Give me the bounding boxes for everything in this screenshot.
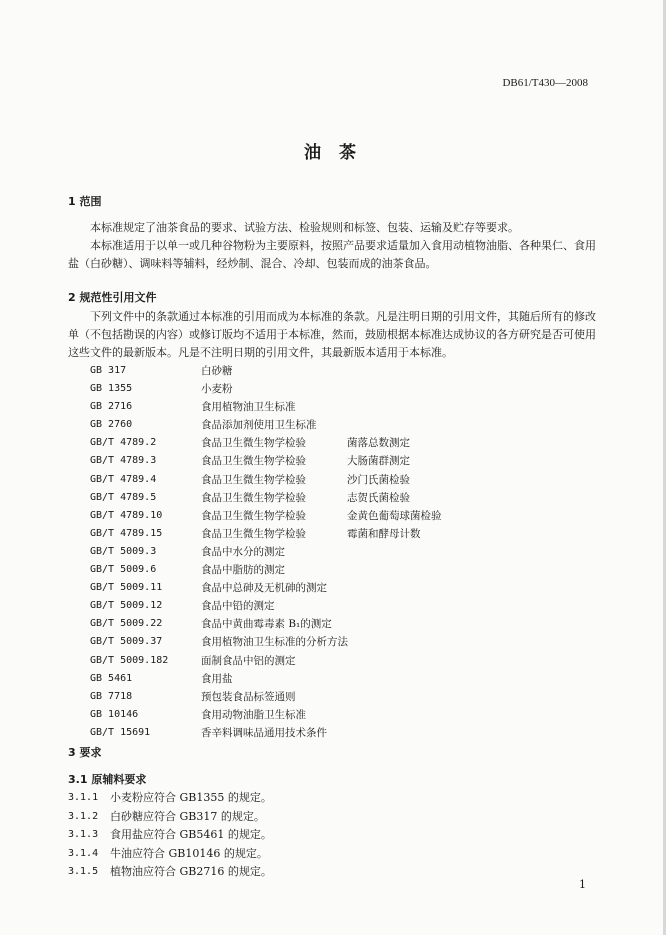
- reference-code: GB/T 4789.2: [90, 437, 157, 449]
- reference-code: GB/T 4789.5: [90, 491, 157, 503]
- section-1-heading: 1 范围: [68, 195, 102, 208]
- reference-code: GB/T 5009.12: [90, 600, 163, 612]
- reference-title: 食品卫生微生物学检验: [201, 491, 306, 504]
- paragraph: 本标准适用于以单一或几种谷物粉为主要原料，按照产品要求适量加入食用动植物油脂、各种果仁、食用盐（白砂糖）、调味料等辅料，经炒制、混合、冷却、包装而成的油茶食品。: [68, 239, 596, 270]
- reference-subtitle: 沙门氏菌检验: [347, 473, 410, 486]
- page-title: 油 茶: [304, 143, 362, 163]
- reference-row: [90, 525, 442, 543]
- reference-row: [90, 561, 442, 579]
- reference-code: GB/T 5009.11: [90, 582, 163, 594]
- requirement-item: [68, 826, 272, 845]
- reference-title: 食品卫生微生物学检验: [201, 527, 306, 540]
- reference-subtitle: 志贺氏菌检验: [347, 491, 410, 504]
- requirement-text: 白砂糖应符合 GB317 的规定。: [110, 809, 265, 823]
- section-3-1-heading: 3.1 原辅料要求: [68, 773, 147, 786]
- reference-row: [90, 579, 442, 597]
- reference-title: 食用动物油脂卫生标准: [201, 708, 306, 721]
- requirement-number: 3.1.3: [68, 829, 99, 841]
- reference-row: [90, 633, 442, 651]
- requirement-number: 3.1.1: [68, 792, 99, 803]
- requirement-number: 3.1.4: [68, 847, 99, 859]
- reference-code: GB/T 4789.10: [90, 509, 163, 521]
- reference-title: 食用盐: [201, 672, 233, 685]
- reference-row: [90, 724, 442, 742]
- section-2-body: [68, 308, 598, 362]
- reference-title: 食用植物油卫生标准的分析方法: [201, 636, 348, 649]
- reference-code: GB 5461: [90, 672, 133, 684]
- reference-code: GB/T 4789.3: [90, 455, 157, 467]
- reference-title: 预包装食品标签通则: [201, 690, 296, 703]
- reference-code: GB/T 4789.4: [90, 473, 157, 485]
- paragraph: 下列文件中的条款通过本标准的引用而成为本标准的条款。凡是注明日期的引用文件，其随后所有的修改单（不包括勘误的内容）或修订版均不适用于本标准，然而，鼓励根据本标准达成协议的各方研究是否可使用这些文件的最新版本。凡是不注明日期的引用文件，其最新版本适用于本标准。: [68, 310, 596, 359]
- reference-title: 食品卫生微生物学检验: [201, 437, 306, 450]
- reference-title: 面制食品中铝的测定: [201, 654, 296, 667]
- document-code: DB61/T430—2008: [502, 77, 588, 89]
- reference-title: 食用植物油卫生标准: [201, 401, 296, 414]
- reference-code: GB/T 5009.182: [90, 654, 169, 666]
- reference-title: 小麦粉: [201, 383, 233, 396]
- reference-title: 食品中总砷及无机砷的测定: [201, 582, 327, 595]
- reference-title: 食品中水分的测定: [201, 545, 285, 558]
- reference-subtitle: 霉菌和酵母计数: [347, 527, 421, 540]
- reference-code: GB/T 5009.37: [90, 636, 163, 648]
- reference-subtitle: 大肠菌群测定: [347, 455, 410, 468]
- reference-title: 食品卫生微生物学检验: [201, 455, 306, 468]
- reference-list: [90, 362, 442, 742]
- requirement-list: [68, 789, 272, 882]
- reference-code: GB 10146: [90, 708, 139, 720]
- paragraph: 本标准规定了油茶食品的要求、试验方法、检验规则和标签、包装、运输及贮存等要求。: [90, 221, 519, 234]
- reference-row: [90, 471, 442, 489]
- reference-code: GB 1355: [90, 383, 133, 395]
- reference-row: [90, 434, 442, 452]
- reference-row: [90, 398, 442, 416]
- reference-title: 食品卫生微生物学检验: [201, 473, 306, 486]
- section-2-heading: 2 规范性引用文件: [68, 291, 157, 304]
- requirement-number: 3.1.5: [68, 866, 99, 878]
- reference-row: [90, 706, 442, 724]
- reference-code: GB/T 5009.3: [90, 545, 157, 557]
- reference-title: 食品卫生微生物学检验: [201, 509, 306, 522]
- requirement-item: [68, 789, 272, 808]
- reference-title: 食品添加剂使用卫生标准: [201, 419, 317, 432]
- reference-row: [90, 670, 442, 688]
- reference-code: GB 2716: [90, 401, 133, 413]
- reference-row: [90, 597, 442, 615]
- reference-row: [90, 380, 442, 398]
- reference-title: 食品中铅的测定: [201, 600, 275, 613]
- reference-subtitle: 菌落总数测定: [347, 437, 410, 450]
- requirement-item: [68, 863, 272, 882]
- reference-row: [90, 416, 442, 434]
- reference-code: GB 7718: [90, 690, 133, 702]
- reference-row: [90, 507, 442, 525]
- reference-title: 食品中脂肪的测定: [201, 564, 285, 577]
- requirement-text: 牛油应符合 GB10146 的规定。: [110, 846, 268, 860]
- reference-row: [90, 688, 442, 706]
- requirement-text: 小麦粉应符合 GB1355 的规定。: [110, 791, 272, 804]
- reference-row: [90, 543, 442, 561]
- reference-title: 白砂糖: [201, 365, 233, 377]
- requirement-item: [68, 845, 272, 864]
- reference-title: 食品中黄曲霉毒素 B₁的测定: [201, 618, 332, 631]
- reference-code: GB/T 15691: [90, 726, 151, 738]
- reference-row: [90, 615, 442, 633]
- reference-code: GB/T 4789.15: [90, 527, 163, 539]
- page-number: 1: [579, 878, 586, 891]
- reference-code: GB/T 5009.6: [90, 564, 157, 576]
- requirement-text: 食用盐应符合 GB5461 的规定。: [110, 828, 272, 842]
- reference-code: GB 2760: [90, 419, 133, 431]
- requirement-item: [68, 808, 272, 827]
- reference-row: [90, 452, 442, 470]
- reference-code: GB/T 5009.22: [90, 618, 163, 630]
- reference-row: [90, 489, 442, 507]
- reference-title: 香辛料调味品通用技术条件: [201, 726, 327, 739]
- requirement-text: 植物油应符合 GB2716 的规定。: [110, 865, 272, 879]
- requirement-number: 3.1.2: [68, 810, 99, 822]
- section-3-heading: 3 要求: [68, 746, 102, 759]
- reference-row: [90, 652, 442, 670]
- reference-subtitle: 金黄色葡萄球菌检验: [347, 509, 442, 522]
- reference-code: GB 317: [90, 365, 127, 376]
- reference-row: [90, 362, 442, 380]
- section-1-body: [68, 219, 598, 273]
